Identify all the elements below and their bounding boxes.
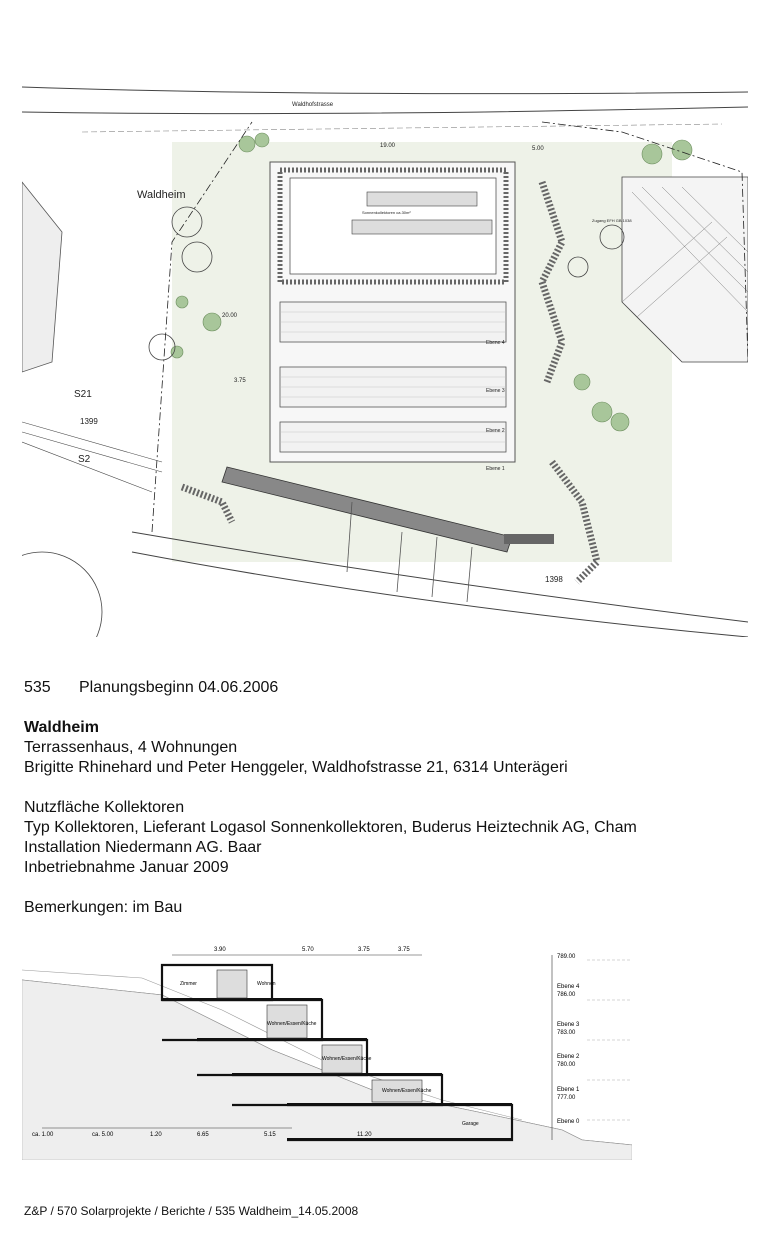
project-number: 535 [24,679,51,696]
collector-type: Typ Kollektoren, Lieferant Logasol Sonnenkollektoren, Buderus Heiztechnik AG, Cham [24,819,637,836]
dim-bottom-3: 1.20 [150,1132,162,1138]
project-header-row [24,678,754,698]
dim-top-3: 3.75 [358,947,370,953]
dim-bottom-6: 11.20 [357,1132,372,1138]
project-type: Terrassenhaus, 4 Wohnungen [24,739,238,756]
s2-label: S2 [78,454,91,465]
zugang-label: Zugang EFH GB 1038 [592,218,632,223]
level-2-name: Ebene 2 [557,1054,580,1060]
level-2-value: 780.00 [557,1062,576,1068]
planning-start: Planungsbeginn 04.06.2006 [79,679,279,696]
level-3-name: Ebene 3 [557,1022,580,1028]
collector-area: Nutzfläche Kollektoren [24,799,185,816]
dim-bottom-5: 5.15 [264,1132,276,1138]
room-wohnen: Wohnen [257,981,276,987]
dim-top-4: 3.75 [398,947,410,953]
room-zimmer: Zimmer [180,981,197,987]
project-owner: Brigitte Rhinehard und Peter Henggeler, Waldhofstrasse 21, 6314 Unterägeri [24,759,568,776]
dim-375-label: 3.75 [234,378,246,384]
level-1-value: 777.00 [557,1095,576,1101]
commissioning: Inbetriebnahme Januar 2009 [24,859,229,876]
parcel-1398-label: 1398 [545,575,563,584]
dim-top-1: 3.90 [214,947,226,953]
room-garage: Garage [462,1121,479,1127]
section-drawing [22,940,632,1160]
room-wek-1: Wohnen/Essen/Küche [267,1021,317,1027]
top-level-value: 789.00 [557,954,576,960]
level-4-name: Ebene 4 [557,984,580,990]
waldheim-label: Waldheim [137,189,186,201]
installation: Installation Niedermann AG. Baar [24,839,262,856]
kollektoren-label: Sonnenkollektoren ca.30m² [362,210,411,215]
ebene3-label: Ebene 3 [486,388,505,394]
dim-20-label: 20.00 [222,313,238,319]
dim-19-label: 19.00 [380,143,396,149]
dim-5-label: 5.00 [532,146,544,152]
s21-label: S21 [74,389,92,400]
footer-path: Z&P / 570 Solarprojekte / Berichte / 535 Waldheim_14.05.2008 [24,1204,359,1218]
level-4-value: 786.00 [557,992,576,998]
project-description [24,678,754,918]
project-title: Waldheim [24,719,99,736]
ebene1-label: Ebene 1 [486,466,505,472]
parcel-1399-label: 1399 [80,417,98,426]
dim-bottom-2: ca. 5.00 [92,1132,114,1138]
room-wek-2: Wohnen/Essen/Küche [322,1056,372,1062]
room-wek-3: Wohnen/Essen/Küche [382,1088,432,1094]
ebene4-label: Ebene 4 [486,340,505,346]
dim-bottom-1: ca. 1.00 [32,1132,54,1138]
level-0-name: Ebene 0 [557,1119,580,1125]
dim-bottom-4: 6.65 [197,1132,209,1138]
level-1-name: Ebene 1 [557,1087,580,1093]
level-3-value: 783.00 [557,1030,576,1036]
dim-top-2: 5.70 [302,947,314,953]
street-label-top: Waldhofstrasse [292,102,334,108]
site-plan-drawing [22,62,748,637]
remarks: Bemerkungen: im Bau [24,899,183,916]
ebene2-label: Ebene 2 [486,428,505,434]
